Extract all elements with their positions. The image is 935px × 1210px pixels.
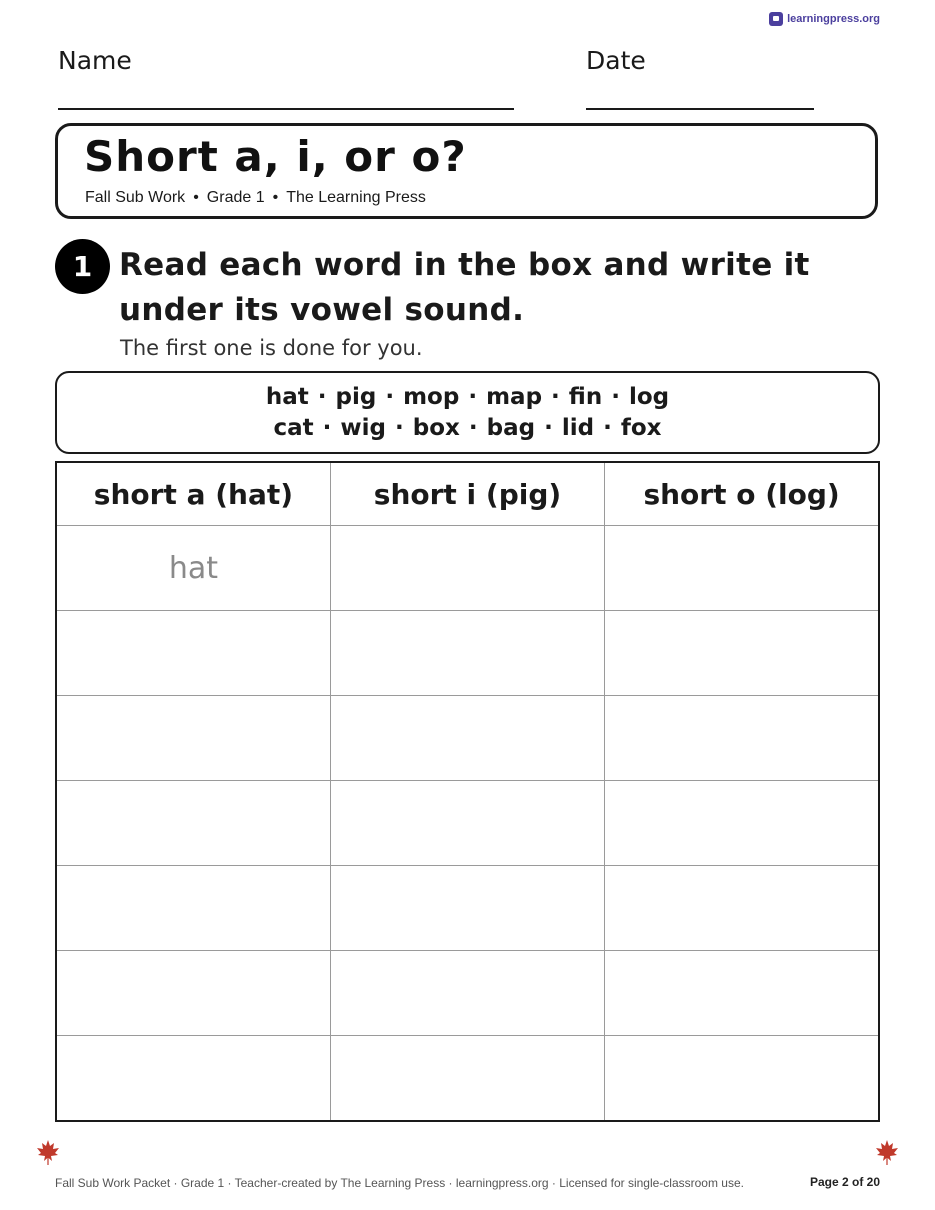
answer-cell[interactable]	[605, 781, 879, 866]
answer-cell[interactable]	[56, 1036, 330, 1122]
step-number-badge: 1	[55, 239, 110, 294]
subtitle-publisher: The Learning Press	[286, 189, 426, 206]
word-bank-word: pig	[335, 384, 377, 410]
date-write-line[interactable]	[586, 108, 814, 110]
answer-cell[interactable]	[605, 696, 879, 781]
footer-text: Fall Sub Work Packet · Grade 1 · Teacher-created by The Learning Press · learningpress.org · Licensed for single-classroom use.	[55, 1176, 744, 1190]
table-row	[56, 781, 879, 866]
subtitle-grade: Grade 1	[206, 189, 265, 206]
answer-cell[interactable]	[330, 611, 604, 696]
worksheet-title: Short a, i, or o?	[84, 132, 467, 181]
word-bank-word: lid	[561, 415, 595, 441]
word-bank-word: fin	[568, 384, 603, 410]
answer-cell[interactable]	[330, 1036, 604, 1122]
site-logo	[769, 12, 880, 26]
answer-cell[interactable]	[330, 951, 604, 1036]
book-logo-icon	[769, 12, 783, 26]
word-bank-word: map	[486, 384, 543, 410]
answer-cell[interactable]	[330, 526, 604, 611]
word-bank-row: hat · pig · mop · map · fin · log	[265, 384, 670, 410]
word-bank-word: wig	[340, 415, 387, 441]
title-box	[55, 123, 878, 219]
word-bank-word: mop	[403, 384, 460, 410]
table-row	[56, 696, 879, 781]
answer-cell[interactable]	[605, 526, 879, 611]
answer-cell[interactable]	[56, 866, 330, 951]
answer-cell[interactable]	[56, 696, 330, 781]
maple-leaf-icon	[34, 1138, 62, 1166]
activity-hint: The first one is done for you.	[120, 336, 423, 360]
subtitle-packet: Fall Sub Work	[85, 189, 186, 206]
answer-cell[interactable]: hat	[56, 526, 330, 611]
table-row	[56, 1036, 879, 1122]
vowel-sort-table	[55, 461, 880, 1122]
answer-cell[interactable]	[605, 611, 879, 696]
column-header-short-i: short i (pig)	[330, 462, 604, 526]
column-header-short-o: short o (log)	[605, 462, 879, 526]
answer-cell[interactable]	[605, 1036, 879, 1122]
date-label: Date	[586, 46, 646, 75]
table-row	[56, 866, 879, 951]
answer-cell[interactable]	[330, 781, 604, 866]
table-row	[56, 951, 879, 1036]
word-bank-word: log	[628, 384, 670, 410]
word-bank-word: bag	[486, 415, 536, 441]
answer-cell[interactable]	[605, 951, 879, 1036]
word-bank-word: box	[412, 415, 460, 441]
word-bank-word: fox	[620, 415, 662, 441]
name-label: Name	[58, 46, 132, 75]
answer-cell[interactable]	[330, 696, 604, 781]
maple-leaf-icon	[873, 1138, 901, 1166]
page-number: Page 2 of 20	[809, 1175, 880, 1189]
answer-cell[interactable]	[330, 866, 604, 951]
worksheet-subtitle: Fall Sub Work • Grade 1 • The Learning Press	[85, 189, 426, 206]
answer-cell[interactable]	[56, 611, 330, 696]
word-bank-word: hat	[265, 384, 309, 410]
logo-text: learningpress.org	[787, 13, 880, 25]
column-header-short-a: short a (hat)	[56, 462, 330, 526]
table-row	[56, 526, 879, 611]
word-bank-word: cat	[273, 415, 314, 441]
activity-instruction: Read each word in the box and write it under its vowel sound.	[119, 247, 810, 328]
word-bank-row: cat · wig · box · bag · lid · fox	[273, 415, 662, 441]
answer-cell[interactable]	[56, 781, 330, 866]
table-row	[56, 611, 879, 696]
word-bank	[55, 371, 880, 454]
answer-cell[interactable]	[56, 951, 330, 1036]
name-write-line[interactable]	[58, 108, 514, 110]
answer-cell[interactable]	[605, 866, 879, 951]
table-header-row	[56, 462, 879, 526]
